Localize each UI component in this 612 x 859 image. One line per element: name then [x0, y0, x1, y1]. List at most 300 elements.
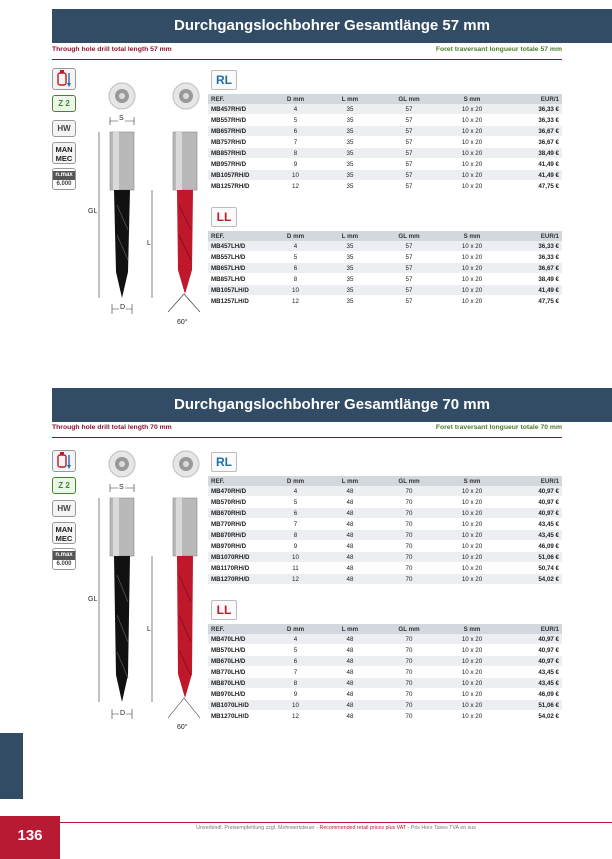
- cell-gl: 57: [405, 275, 413, 283]
- cell-price: 43,45 €: [538, 679, 559, 687]
- cell-d: 8: [293, 531, 298, 539]
- col-l: L mm: [341, 477, 359, 485]
- col-d: D mm: [286, 95, 305, 103]
- table-header: [208, 231, 562, 241]
- cell-l: 48: [346, 657, 354, 665]
- cell-price: 41,49 €: [538, 286, 559, 294]
- cell-price: 40,97 €: [538, 635, 559, 643]
- cell-l: 48: [346, 679, 354, 687]
- cell-ref: MB970LH/D: [211, 690, 246, 698]
- col-ref: REF.: [211, 232, 225, 240]
- man-mec-badge: [52, 142, 76, 164]
- cell-price: 36,33 €: [538, 116, 559, 124]
- cell-gl: 57: [405, 105, 413, 113]
- rl-label: RL: [211, 70, 237, 90]
- table-row: [208, 689, 562, 700]
- cell-s: 10 x 20: [461, 149, 483, 157]
- cell-gl: 70: [405, 646, 413, 654]
- cell-price: 46,09 €: [538, 542, 559, 550]
- table-header: [208, 94, 562, 104]
- cell-ref: MB1057RH/D: [211, 171, 250, 179]
- nmax-value: 6.000: [56, 181, 72, 187]
- cell-price: 40,97 €: [538, 498, 559, 506]
- subtitle-fr: Foret traversant longueur totale 57 mm: [435, 46, 562, 53]
- section-1-subtitle: [52, 46, 562, 58]
- table-row: [208, 667, 562, 678]
- cell-price: 38,49 €: [538, 149, 559, 157]
- cell-gl: 70: [405, 657, 413, 665]
- cell-ref: MB570RH/D: [211, 498, 247, 506]
- mec-label: MEC: [55, 154, 73, 163]
- footer-en: Recommended retail prices plus VAT: [319, 825, 407, 831]
- table-row: [208, 519, 562, 530]
- table-row: [208, 137, 562, 148]
- table-row: [208, 552, 562, 563]
- col-gl: GL mm: [398, 477, 420, 485]
- cell-d: 4: [293, 635, 298, 643]
- table-row: [208, 497, 562, 508]
- col-gl: GL mm: [398, 625, 420, 633]
- cell-ref: MB457LH/D: [211, 242, 246, 250]
- cell-s: 10 x 20: [461, 242, 483, 250]
- cell-s: 10 x 20: [461, 160, 483, 168]
- cell-l: 48: [346, 542, 354, 550]
- cell-d: 12: [292, 297, 299, 305]
- rotation-badge: Z 2: [52, 477, 76, 494]
- table-header: [208, 476, 562, 486]
- table-rl-70: [208, 476, 562, 585]
- cell-d: 8: [293, 149, 298, 157]
- col-price: EUR/1: [540, 625, 559, 633]
- cell-s: 10 x 20: [461, 657, 483, 665]
- table-row: [208, 530, 562, 541]
- cell-ref: MB770RH/D: [211, 520, 247, 528]
- section-2-rule: [52, 437, 562, 438]
- cell-ref: MB657LH/D: [211, 264, 246, 272]
- cell-ref: MB770LH/D: [211, 668, 246, 676]
- ll-label: LL: [211, 207, 237, 227]
- col-ref: REF.: [211, 477, 225, 485]
- col-l: L mm: [341, 95, 359, 103]
- cell-s: 10 x 20: [461, 286, 483, 294]
- table-row: [208, 645, 562, 656]
- cell-s: 10 x 20: [461, 498, 483, 506]
- cell-s: 10 x 20: [461, 264, 483, 272]
- table-row: [208, 508, 562, 519]
- cell-ref: MB857LH/D: [211, 275, 246, 283]
- table-row: [208, 104, 562, 115]
- cell-ref: MB457RH/D: [211, 105, 247, 113]
- cell-d: 6: [293, 127, 298, 135]
- footer-de: Unverbindl. Preisempfehlung zzgl. Mehrwertsteuer -: [196, 825, 319, 831]
- cell-gl: 70: [405, 553, 413, 561]
- cell-gl: 57: [405, 138, 413, 146]
- cell-s: 10 x 20: [461, 646, 483, 654]
- cell-d: 10: [292, 171, 299, 179]
- cell-s: 10 x 20: [461, 487, 483, 495]
- cell-d: 6: [293, 264, 298, 272]
- cell-d: 6: [293, 509, 298, 517]
- table-row: [208, 148, 562, 159]
- cell-price: 54,02 €: [538, 712, 559, 720]
- cell-ref: MB970RH/D: [211, 542, 247, 550]
- cell-s: 10 x 20: [461, 182, 483, 190]
- section-1-title: Durchgangslochbohrer Gesamtlänge 57 mm: [52, 9, 612, 43]
- cell-s: 10 x 20: [461, 564, 483, 572]
- cell-gl: 70: [405, 575, 413, 583]
- material-badge: HW: [52, 500, 76, 517]
- cell-s: 10 x 20: [461, 553, 483, 561]
- dim-d: D: [120, 304, 126, 311]
- table-row: [208, 711, 562, 722]
- cell-d: 10: [292, 553, 299, 561]
- man-mec-badge: [52, 522, 76, 544]
- cell-gl: 70: [405, 701, 413, 709]
- table-row: [208, 541, 562, 552]
- table-row: [208, 574, 562, 585]
- cell-ref: MB1057LH/D: [211, 286, 249, 294]
- cell-s: 10 x 20: [461, 668, 483, 676]
- table-row: [208, 274, 562, 285]
- table-row: [208, 263, 562, 274]
- col-price: EUR/1: [540, 95, 559, 103]
- dim-s: S: [119, 115, 124, 122]
- col-l: L mm: [341, 232, 359, 240]
- cell-d: 4: [293, 105, 298, 113]
- cell-l: 35: [346, 286, 354, 294]
- cell-d: 12: [292, 712, 299, 720]
- cell-d: 9: [293, 160, 298, 168]
- cell-gl: 70: [405, 564, 413, 572]
- section-2-subtitle: [52, 424, 562, 436]
- cell-l: 48: [346, 690, 354, 698]
- col-s: S mm: [463, 232, 481, 240]
- cell-l: 35: [346, 242, 354, 250]
- col-gl: GL mm: [398, 232, 420, 240]
- dim-angle: 60°: [177, 724, 188, 731]
- cell-d: 8: [293, 275, 298, 283]
- cell-ref: MB1070RH/D: [211, 553, 250, 561]
- cell-d: 11: [292, 564, 299, 572]
- material-badge: HW: [52, 120, 76, 137]
- cell-ref: MB470LH/D: [211, 635, 246, 643]
- cell-gl: 57: [405, 242, 413, 250]
- cell-ref: MB1270LH/D: [211, 712, 249, 720]
- cell-gl: 57: [405, 127, 413, 135]
- nmax-badge: [52, 548, 76, 570]
- cell-l: 48: [346, 553, 354, 561]
- cell-d: 8: [293, 679, 298, 687]
- drill-chuck-icon: [173, 83, 199, 109]
- cell-ref: MB857RH/D: [211, 149, 247, 157]
- cell-s: 10 x 20: [461, 127, 483, 135]
- table-row: [208, 252, 562, 263]
- cell-l: 35: [346, 253, 354, 261]
- nmax-badge: [52, 168, 76, 190]
- safety-icon: [52, 68, 76, 90]
- cell-s: 10 x 20: [461, 531, 483, 539]
- cell-price: 47,75 €: [538, 297, 559, 305]
- cell-ref: MB557LH/D: [211, 253, 246, 261]
- cell-l: 35: [346, 171, 354, 179]
- cell-l: 35: [346, 105, 354, 113]
- cell-s: 10 x 20: [461, 275, 483, 283]
- cell-ref: MB757RH/D: [211, 138, 247, 146]
- table-row: [208, 126, 562, 137]
- cell-l: 48: [346, 487, 354, 495]
- nmax-label: n.max: [53, 551, 75, 560]
- subtitle-en: Through hole drill total length 57 mm: [52, 46, 172, 53]
- cell-l: 48: [346, 575, 354, 583]
- table-ll-70: [208, 624, 562, 722]
- cell-price: 43,45 €: [538, 668, 559, 676]
- cell-s: 10 x 20: [461, 575, 483, 583]
- cell-gl: 70: [405, 509, 413, 517]
- cell-l: 48: [346, 498, 354, 506]
- section-1-rule: [52, 59, 562, 60]
- man-label: MAN: [55, 525, 73, 534]
- cell-ref: MB557RH/D: [211, 116, 247, 124]
- cell-gl: 57: [405, 264, 413, 272]
- cell-l: 48: [346, 701, 354, 709]
- rotation-badge: Z 2: [52, 95, 76, 112]
- cell-d: 5: [293, 498, 298, 506]
- drill-drawing-70: [84, 450, 208, 730]
- cell-s: 10 x 20: [461, 253, 483, 261]
- cell-d: 10: [292, 286, 299, 294]
- cell-price: 47,75 €: [538, 182, 559, 190]
- cell-gl: 70: [405, 679, 413, 687]
- cell-ref: MB470RH/D: [211, 487, 247, 495]
- cell-d: 5: [293, 116, 298, 124]
- cell-price: 54,02 €: [538, 575, 559, 583]
- cell-price: 36,33 €: [538, 242, 559, 250]
- cell-l: 35: [346, 160, 354, 168]
- cell-price: 41,49 €: [538, 160, 559, 168]
- cell-ref: MB1070LH/D: [211, 701, 249, 709]
- table-rl-57: [208, 94, 562, 192]
- cell-l: 35: [346, 297, 354, 305]
- drill-chuck-icon: [109, 83, 135, 109]
- table-row: [208, 563, 562, 574]
- subtitle-en: Through hole drill total length 70 mm: [52, 424, 172, 431]
- cell-price: 36,33 €: [538, 253, 559, 261]
- table-row: [208, 170, 562, 181]
- col-d: D mm: [286, 232, 305, 240]
- col-gl: GL mm: [398, 95, 420, 103]
- section-2-title: Durchgangslochbohrer Gesamtlänge 70 mm: [52, 388, 612, 422]
- col-d: D mm: [286, 477, 305, 485]
- cell-s: 10 x 20: [461, 690, 483, 698]
- cell-price: 40,97 €: [538, 487, 559, 495]
- cell-l: 35: [346, 149, 354, 157]
- col-price: EUR/1: [540, 232, 559, 240]
- cell-price: 51,06 €: [538, 701, 559, 709]
- ll-label: LL: [211, 600, 237, 620]
- cell-ref: MB870LH/D: [211, 679, 246, 687]
- cell-s: 10 x 20: [461, 712, 483, 720]
- cell-ref: MB870RH/D: [211, 531, 247, 539]
- cell-price: 41,49 €: [538, 171, 559, 179]
- table-row: [208, 285, 562, 296]
- cell-l: 35: [346, 182, 354, 190]
- cell-price: 40,97 €: [538, 509, 559, 517]
- col-l: L mm: [341, 625, 359, 633]
- cell-l: 48: [346, 646, 354, 654]
- cell-s: 10 x 20: [461, 679, 483, 687]
- cell-d: 10: [292, 701, 299, 709]
- cell-l: 48: [346, 668, 354, 676]
- cell-d: 7: [293, 520, 298, 528]
- cell-gl: 57: [405, 286, 413, 294]
- col-price: EUR/1: [540, 477, 559, 485]
- cell-price: 43,45 €: [538, 520, 559, 528]
- table-row: [208, 296, 562, 307]
- cell-gl: 57: [405, 171, 413, 179]
- table-row: [208, 678, 562, 689]
- table-row: [208, 181, 562, 192]
- cell-s: 10 x 20: [461, 701, 483, 709]
- cell-ref: MB657RH/D: [211, 127, 247, 135]
- cell-d: 9: [293, 542, 298, 550]
- cell-l: 35: [346, 127, 354, 135]
- cell-ref: MB1257LH/D: [211, 297, 249, 305]
- dim-l: L: [147, 626, 151, 633]
- dim-gl: GL: [88, 208, 98, 215]
- cell-ref: MB670LH/D: [211, 657, 246, 665]
- dim-gl: GL: [88, 596, 98, 603]
- cell-d: 4: [293, 242, 298, 250]
- table-row: [208, 241, 562, 252]
- cell-ref: MB1270RH/D: [211, 575, 250, 583]
- drill-drawing-57: [84, 80, 208, 330]
- col-s: S mm: [463, 95, 481, 103]
- dim-l: L: [147, 240, 151, 247]
- cell-d: 7: [293, 138, 298, 146]
- cell-gl: 57: [405, 116, 413, 124]
- cell-gl: 70: [405, 531, 413, 539]
- cell-s: 10 x 20: [461, 520, 483, 528]
- cell-gl: 57: [405, 182, 413, 190]
- col-ref: REF.: [211, 625, 225, 633]
- cell-l: 35: [346, 275, 354, 283]
- cell-price: 36,67 €: [538, 264, 559, 272]
- cell-l: 48: [346, 712, 354, 720]
- table-header: [208, 624, 562, 634]
- nmax-label: n.max: [53, 171, 75, 180]
- cell-gl: 70: [405, 635, 413, 643]
- table-row: [208, 159, 562, 170]
- cell-s: 10 x 20: [461, 171, 483, 179]
- drill-chuck-icon: [173, 451, 199, 477]
- col-s: S mm: [463, 477, 481, 485]
- rl-label: RL: [211, 452, 237, 472]
- cell-gl: 70: [405, 668, 413, 676]
- cell-ref: MB1170RH/D: [211, 564, 250, 572]
- cell-d: 4: [293, 487, 298, 495]
- table-row: [208, 656, 562, 667]
- cell-d: 12: [292, 575, 299, 583]
- cell-s: 10 x 20: [461, 635, 483, 643]
- table-row: [208, 634, 562, 645]
- cell-d: 9: [293, 690, 298, 698]
- cell-l: 48: [346, 509, 354, 517]
- cell-gl: 57: [405, 297, 413, 305]
- cell-ref: MB570LH/D: [211, 646, 246, 654]
- cell-d: 5: [293, 646, 298, 654]
- cell-l: 48: [346, 531, 354, 539]
- cell-price: 36,67 €: [538, 138, 559, 146]
- table-row: [208, 700, 562, 711]
- table-row: [208, 115, 562, 126]
- cell-gl: 57: [405, 149, 413, 157]
- drill-chuck-icon: [109, 451, 135, 477]
- cell-l: 48: [346, 564, 354, 572]
- cell-d: 5: [293, 253, 298, 261]
- cell-l: 48: [346, 635, 354, 643]
- cell-s: 10 x 20: [461, 138, 483, 146]
- dim-angle: 60°: [177, 319, 188, 326]
- cell-ref: MB670RH/D: [211, 509, 247, 517]
- cell-s: 10 x 20: [461, 105, 483, 113]
- cell-price: 46,09 €: [538, 690, 559, 698]
- side-tab: [0, 733, 23, 799]
- footer-fr: - Prix Hors Taxes TVA en sus: [407, 825, 476, 831]
- cell-price: 51,06 €: [538, 553, 559, 561]
- cell-price: 36,33 €: [538, 105, 559, 113]
- dim-s: S: [119, 484, 124, 491]
- cell-gl: 70: [405, 520, 413, 528]
- mec-label: MEC: [55, 534, 73, 543]
- man-label: MAN: [55, 145, 73, 154]
- cell-s: 10 x 20: [461, 116, 483, 124]
- col-d: D mm: [286, 625, 305, 633]
- cell-l: 35: [346, 264, 354, 272]
- dim-d: D: [120, 710, 126, 717]
- safety-icon: [52, 450, 76, 472]
- footer-rule: [60, 822, 612, 823]
- cell-price: 40,97 €: [538, 646, 559, 654]
- cell-s: 10 x 20: [461, 542, 483, 550]
- cell-price: 38,49 €: [538, 275, 559, 283]
- cell-l: 35: [346, 138, 354, 146]
- cell-s: 10 x 20: [461, 509, 483, 517]
- cell-l: 48: [346, 520, 354, 528]
- footer-note: [60, 825, 612, 831]
- nmax-value: 6.000: [56, 561, 72, 567]
- cell-price: 43,45 €: [538, 531, 559, 539]
- cell-gl: 70: [405, 498, 413, 506]
- cell-gl: 57: [405, 160, 413, 168]
- table-ll-57: [208, 231, 562, 307]
- cell-d: 7: [293, 668, 298, 676]
- cell-price: 36,67 €: [538, 127, 559, 135]
- cell-l: 35: [346, 116, 354, 124]
- col-ref: REF.: [211, 95, 225, 103]
- page-number: 136: [0, 816, 60, 859]
- cell-ref: MB957RH/D: [211, 160, 247, 168]
- cell-gl: 70: [405, 542, 413, 550]
- cell-price: 50,74 €: [538, 564, 559, 572]
- cell-gl: 70: [405, 487, 413, 495]
- subtitle-fr: Foret traversant longueur totale 70 mm: [435, 424, 562, 431]
- cell-gl: 70: [405, 712, 413, 720]
- cell-d: 12: [292, 182, 299, 190]
- col-s: S mm: [463, 625, 481, 633]
- table-row: [208, 486, 562, 497]
- cell-gl: 70: [405, 690, 413, 698]
- cell-gl: 57: [405, 253, 413, 261]
